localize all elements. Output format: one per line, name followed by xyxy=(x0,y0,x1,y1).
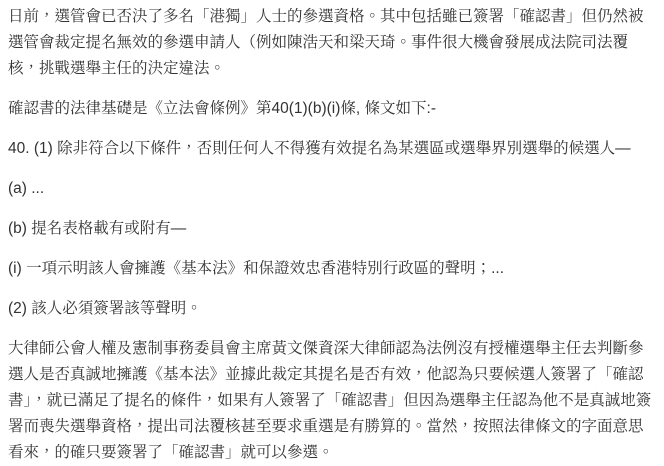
clause-40-1: 40. (1) 除非符合以下條件，否則任何人不得獲有效提名為某選區或選舉界別選舉的候選人— xyxy=(8,140,631,157)
paragraph-bar-association-opinion: 大律師公會人權及憲制事務委員會主席黃文傑資深大律師認為法例沒有授權選舉主任去判斷參選人是否真誠地擁護《基本法》並據此裁定其提名是否有效，他認為只要候選人簽署了「確認書」，就已滿足了提名的條件，如果有人簽署了「確認書」但因為選舉主任認為他不是真誠地簽署而喪失選舉資格，提出司法覆核甚至要求重選是有勝算的。當然，按照法律條文的字面意思看來，的確只要簽署了「確認書」就可以參選。 xyxy=(8,340,652,461)
clause-40-1-b-i: (i) 一項示明該人會擁護《基本法》和保證效忠香港特別行政區的聲明；... xyxy=(8,260,504,277)
clause-40-1-b: (b) 提名表格載有或附有— xyxy=(8,220,187,237)
paragraph-legal-basis: 確認書的法律基礎是《立法會條例》第40(1)(b)(i)條, 條文如下:- xyxy=(8,100,436,117)
clause-40-1-a: (a) ... xyxy=(8,180,45,197)
paragraph-intro: 日前，選管會已否決了多名「港獨」人士的參選資格。其中包括雖已簽署「確認書」但仍然被選管會裁定提名無效的參選申請人（例如陳浩天和梁天琦。事件很大機會發展成法院司法覆核，挑戰選舉主任的決定違法。 xyxy=(8,8,644,77)
clause-40-2: (2) 該人必須簽署該等聲明。 xyxy=(8,300,202,317)
